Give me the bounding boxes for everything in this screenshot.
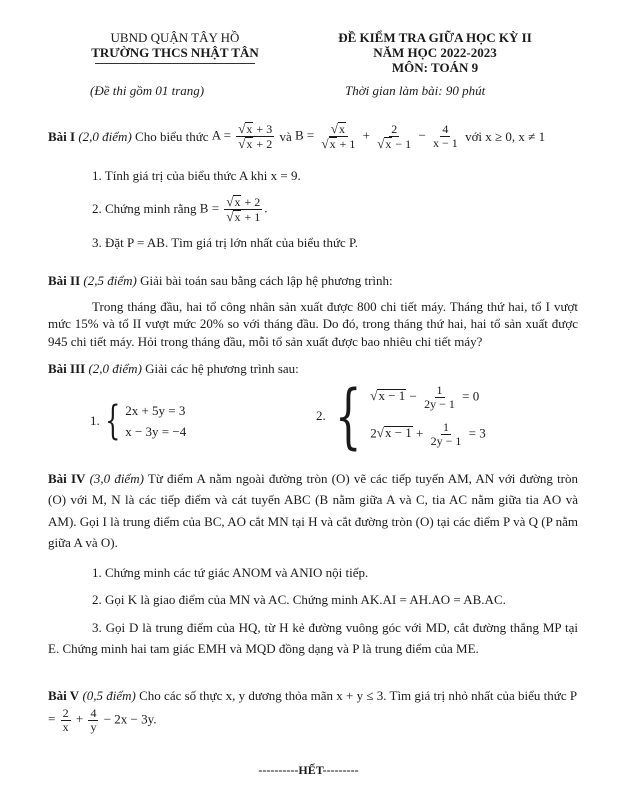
problem-1-q2-text: 2. Chứng minh rằng — [92, 201, 197, 217]
end-marker: ----------HẾT--------- — [258, 763, 359, 777]
problem-2 — [48, 272, 578, 350]
system-2-eq1: √ x − 1 − $\frac{1}{2y - 1}$ = 0 — [370, 382, 480, 411]
problem-2-body: Trong tháng đầu, hai tổ công nhân sản xuất được 800 chi tiết máy. Tháng thứ hai, tổ I vượt mức 15% và tổ II vượt mức 20% so với tháng đầu. Do đó, trong tháng thứ hai, hai tổ sản xuất được 945 chi tiết máy. Hỏi trong tháng đầu, mỗi tổ sản xuất được bao nhiêu chi tiết máy? — [48, 298, 578, 349]
system-1-eq2: x − 3y = −4 — [125, 424, 187, 440]
problem-5-label: Bài V — [48, 688, 80, 703]
problem-5-points: (0,5 điểm) — [82, 688, 136, 703]
and-text: và — [279, 128, 292, 144]
expression-p: P = $\frac{2}{x}$ + $\frac{4}{y}$ — [48, 688, 577, 734]
expression-b-proof: B = √ x + 2 √ x + 1 . — [199, 193, 268, 224]
problem-2-label: Bài II — [48, 273, 81, 288]
school-name: TRƯỜNG THCS NHẬT TÂN — [91, 45, 259, 60]
problem-4-q1: 1. Chứng minh các tứ giác ANOM và ANIO nội tiếp. — [92, 564, 369, 580]
problem-1-points: (2,0 điểm) — [78, 128, 132, 144]
problem-3-intro: Giải các hệ phương trình sau: — [145, 361, 299, 376]
system-2-number: 2. — [316, 407, 326, 423]
school-year: NĂM HỌC 2022-2023 — [373, 45, 497, 60]
expression-b: B = √ x √ x + 1 + 2 √ x − 1 − $\frac{4}{x - 1}$ — [294, 121, 458, 151]
problem-5-tail: − 2x − 3y. — [103, 711, 157, 727]
problem-4-label: Bài IV — [48, 471, 86, 486]
exam-header — [0, 30, 617, 100]
header-divider — [95, 63, 255, 64]
problem-4-points: (3,0 điểm) — [89, 471, 144, 486]
district-name: UBND QUẬN TÂY HỒ — [110, 30, 240, 45]
problem-4 — [48, 468, 578, 660]
problem-4-q2: 2. Gọi K là giao điểm của MN và AC. Chứng minh AK.AI = AH.AO = AB.AC. — [92, 592, 506, 608]
problem-1-q3: 3. Đặt P = AB. Tìm giá trị lớn nhất của biểu thức P. — [92, 234, 359, 250]
subject: MÔN: TOÁN 9 — [391, 60, 479, 75]
problem-5-intro: Cho các số thực x, y dương thỏa mãn x + y ≤ 3. Tìm giá trị nhỏ nhất của biểu thức — [139, 688, 567, 703]
expression-a: A = √ x + 3 √ x + 2 — [211, 121, 273, 151]
system-1-number: 1. — [90, 413, 100, 429]
exam-title: ĐỀ KIỂM TRA GIỮA HỌC KỲ II — [338, 30, 532, 45]
problem-3-label: Bài III — [48, 361, 86, 376]
problem-1 — [48, 122, 578, 251]
problem-1-q2 — [48, 195, 578, 224]
problem-1-label: Bài I — [48, 128, 76, 144]
header-left — [60, 30, 290, 64]
problem-2-intro: Giải bài toán sau bằng cách lập hệ phương trình: — [140, 273, 393, 288]
condition: với x ≥ 0, x ≠ 1 — [465, 128, 546, 144]
problem-1-intro: Cho biểu thức — [135, 128, 209, 144]
header-right — [300, 30, 570, 75]
problem-4-intro: Từ điểm A nằm ngoài đường tròn (O) vẽ các tiếp tuyến AM, AN với đường tròn (O) với M, N là các tiếp điểm và cát tuyến ABC (B nằm giữa A và C, tia AC nằm giữa tia AO và AM). Gọi I là trung điểm của BC, AO cắt MN tại H và cắt đường tròn (O) tại các điểm P và Q (P nằm giữa A và O). — [48, 471, 579, 551]
problem-3-points: (2,0 điểm) — [88, 361, 142, 376]
problem-4-q3: 3. Gọi D là trung điểm của HQ, từ H kẻ đường vuông góc với MD, cắt đường thẳng MP tại E. Chứng minh hai tam giác EMH và MQD đồng dạng và P là trung điểm của ME. — [48, 619, 578, 657]
system-2-eq2: 2 √ x − 1 + $\frac{1}{2y - 1}$ = 3 — [370, 419, 486, 448]
system-1: 1. { 2x + 5y = 3 x − 3y = −4 — [90, 398, 187, 445]
system-1-eq1: 2x + 5y = 3 — [125, 402, 186, 418]
problem-5 — [48, 686, 578, 734]
duration: Thời gian làm bài: 90 phút — [345, 83, 486, 98]
problem-3 — [48, 360, 578, 464]
pages-note: (Đề thi gồm 01 trang) — [90, 83, 205, 98]
problem-1-q1: 1. Tính giá trị của biểu thức A khi x = 9. — [92, 168, 301, 183]
system-2: 2. { √ x − 1 − $\frac{1}{2y - 1}$ = 0 2 √ x − 1 + $\frac{1}{2y - 1}$ = 3 — [316, 374, 486, 457]
problem-2-points: (2,5 điểm) — [83, 273, 137, 288]
